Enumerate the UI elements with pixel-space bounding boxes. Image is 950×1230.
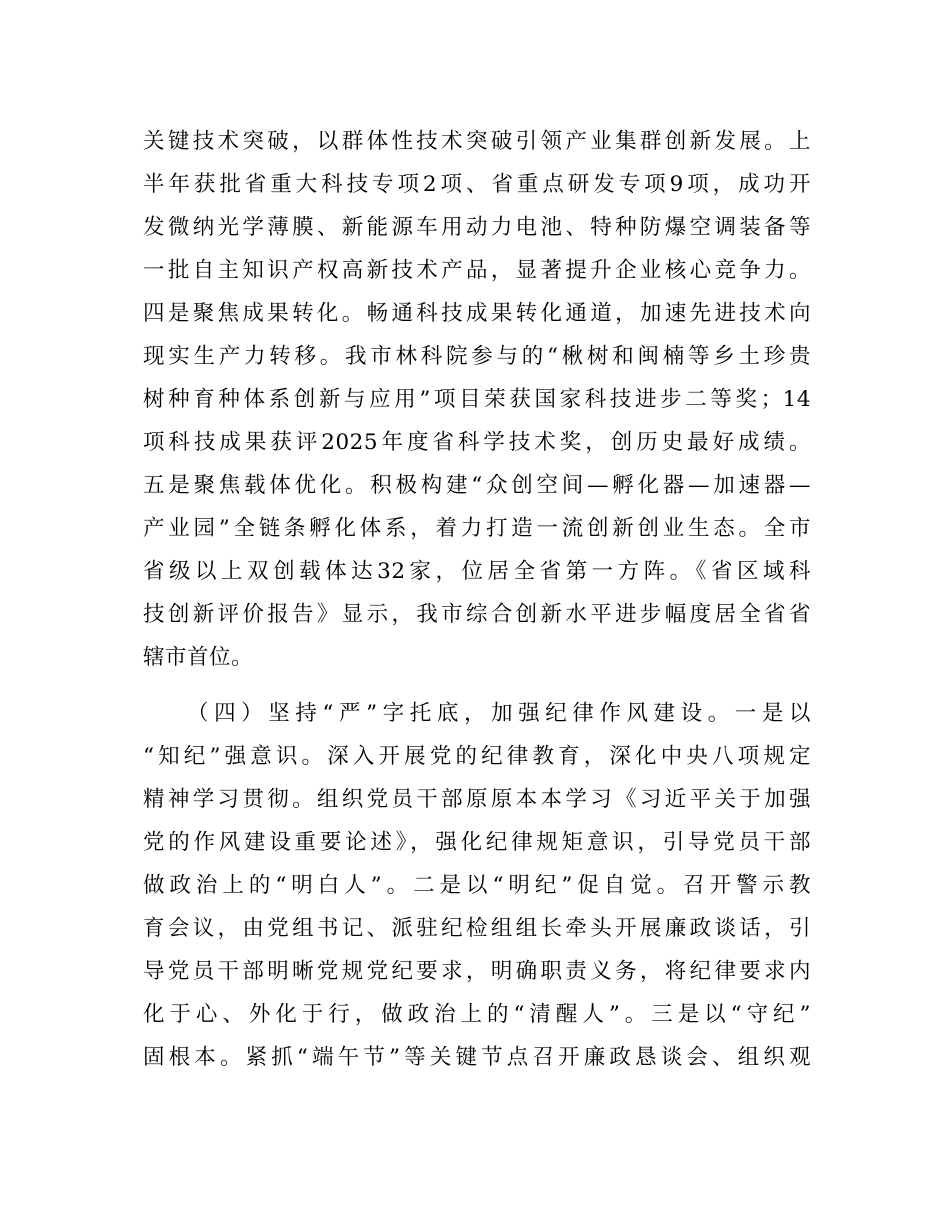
- text-line: 党的作风建设重要论述》，强化纪律规矩意识，引导党员干部: [143, 830, 811, 855]
- text-line: 做政治上的“明白人”。二是以“明纪”促自觉。召开警示教: [143, 873, 811, 898]
- text-line: 四是聚焦成果转化。畅通科技成果转化通道，加速先进技术向: [143, 301, 811, 326]
- text-line: 现实生产力转移。我市林科院参与的“楸树和闽楠等乡土珍贵: [143, 344, 811, 369]
- text-line: 化于心、外化于行，做政治上的“清醒人”。三是以“守纪”: [143, 1002, 811, 1027]
- text-line: 技创新评价报告》显示，我市综合创新水平进步幅度居全省省: [143, 602, 811, 627]
- paragraph-2: [143, 694, 811, 1084]
- text-line: 树种育种体系创新与应用”项目荣获国家科技进步二等奖；14: [143, 387, 811, 412]
- text-line: 辖市首位。: [143, 645, 254, 670]
- text-line: 导党员干部明晰党规党纪要求，明确职责义务，将纪律要求内: [143, 959, 811, 984]
- paragraph-1: [143, 122, 811, 682]
- text-line: 发微纳光学薄膜、新能源车用动力电池、特种防爆空调装备等: [143, 215, 811, 240]
- text-line: 五是聚焦载体优化。积极构建“众创空间—孵化器—加速器—: [143, 473, 811, 498]
- text-line: 省级以上双创载体达32家，位居全省第一方阵。《省区域科: [143, 559, 811, 584]
- text-line: 产业园”全链条孵化体系，着力打造一流创新创业生态。全市: [143, 516, 811, 541]
- text-line: 育会议，由党组书记、派驻纪检组组长牵头开展廉政谈话，引: [143, 916, 811, 941]
- text-line: 项科技成果获评2025年度省科学技术奖，创历史最好成绩。: [143, 430, 811, 455]
- text-line: 精神学习贯彻。组织党员干部原原本本学习《习近平关于加强: [143, 787, 811, 812]
- text-line: （四）坚持“严”字托底，加强纪律作风建设。一是以: [187, 701, 811, 726]
- text-line: “知纪”强意识。深入开展党的纪律教育，深化中央八项规定: [143, 744, 811, 769]
- text-line: 一批自主知识产权高新技术产品，显著提升企业核心竞争力。: [143, 258, 811, 283]
- text-line: 固根本。紧抓“端午节”等关键节点召开廉政恳谈会、组织观: [143, 1045, 811, 1070]
- text-line: 关键技术突破，以群体性技术突破引领产业集群创新发展。上: [143, 129, 811, 154]
- text-line: 半年获批省重大科技专项2项、省重点研发专项9项，成功开: [143, 172, 811, 197]
